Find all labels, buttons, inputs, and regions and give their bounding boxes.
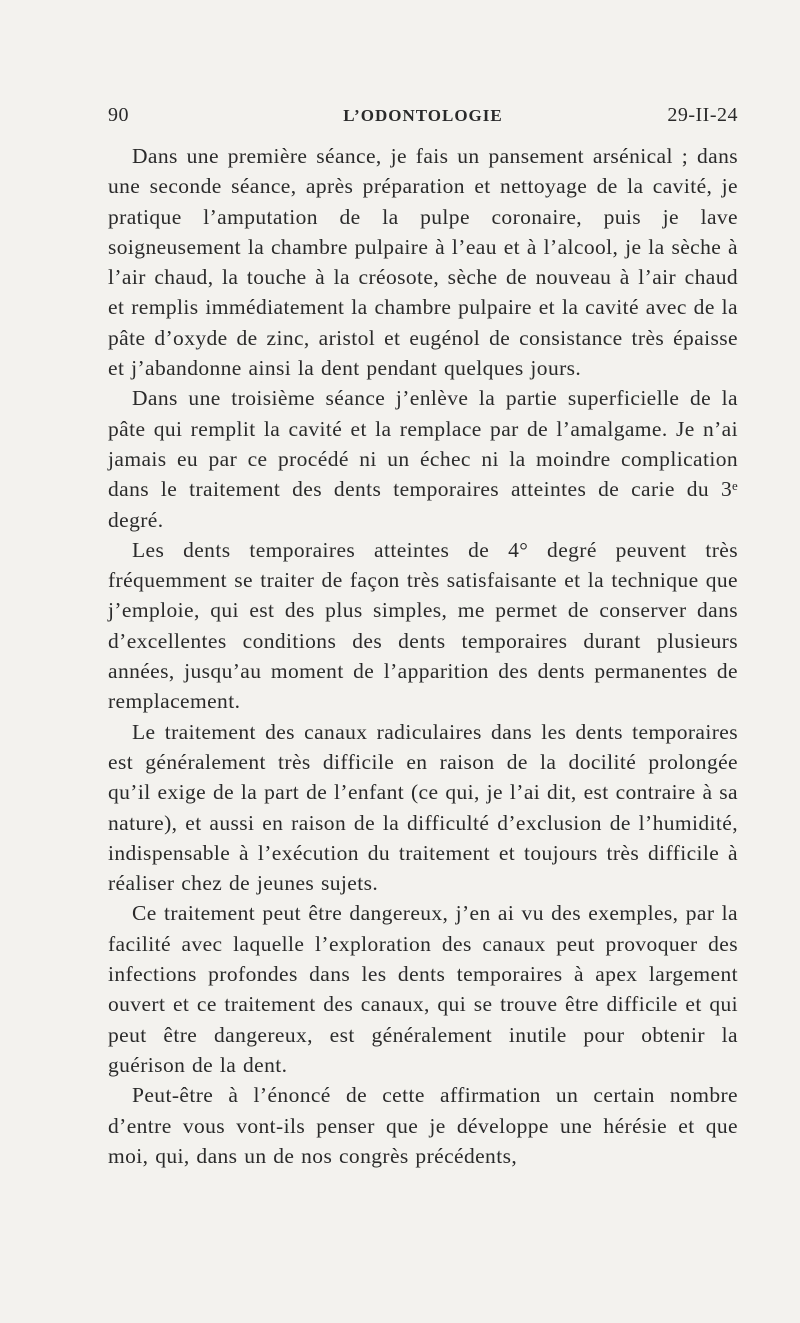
paragraph: Dans une troisième séance j’enlève la partie superficielle de la pâte qui remplit la cavité et la remplace par de l’amalgame. Je n’ai jamais eu par ce procédé ni un échec ni la moindre complication dans le traitement des dents temporaires atteintes de carie du 3ᵉ degré. <box>108 386 738 532</box>
paragraph: Les dents temporaires atteintes de 4° degré peuvent très fréquemment se traiter de façon très satisfaisante et la technique que j’emploie, qui est des plus simples, me permet de conserver dans d’excellentes conditions des dents temporaires durant plusieurs années, jusqu’au moment de l’apparition des dents permanentes de remplacement. <box>108 537 738 714</box>
paragraph: Dans une première séance, je fais un pansement arsénical ; dans une seconde séance, après préparation et nettoyage de la cavité, je pratique l’amputation de la pulpe coronaire, puis je lave soigneusement la chambre pulpaire à l’eau et à l’alcool, je la sèche à l’air chaud, la touche à la créosote, sèche de nouveau à l’air chaud et remplis immédiatement la chambre pulpaire et la cavité avec de la pâte d’oxyde de zinc, aristol et eugénol de consistance très épaisse et j’abandonne ainsi la dent pendant quelques jours. <box>108 144 738 381</box>
page-header <box>108 104 738 132</box>
paragraph: Peut-être à l’énoncé de cette affirmation un certain nombre d’entre vous vont-ils penser que je développe une hérésie et que moi, qui, dans un de nos congrès précédents, <box>108 1083 738 1168</box>
page-number: 90 <box>108 104 129 126</box>
paragraph: Ce traitement peut être dangereux, j’en ai vu des exemples, par la facilité avec laquelle l’exploration des canaux peut provoquer des infections profondes dans les dents temporaires à apex largement ouvert et ce traitement des canaux, qui se trouve être difficile et qui peut être dangereux, est généralement inutile pour obtenir la guérison de la dent. <box>108 901 738 1077</box>
issue-date: 29-II-24 <box>667 104 738 126</box>
running-title: L’ODONTOLOGIE <box>343 106 503 125</box>
paragraph: Le traitement des canaux radiculaires dans les dents temporaires est généralement très difficile en raison de la docilité prolongée qu’il exige de la part de l’enfant (ce qui, je l’ai dit, est contraire à sa nature), et aussi en raison de la difficulté d’exclusion de l’humidité, indispensable à l’exécution du traitement et toujours très difficile à réaliser chez de jeunes sujets. <box>108 719 738 896</box>
body-text <box>108 141 738 1171</box>
